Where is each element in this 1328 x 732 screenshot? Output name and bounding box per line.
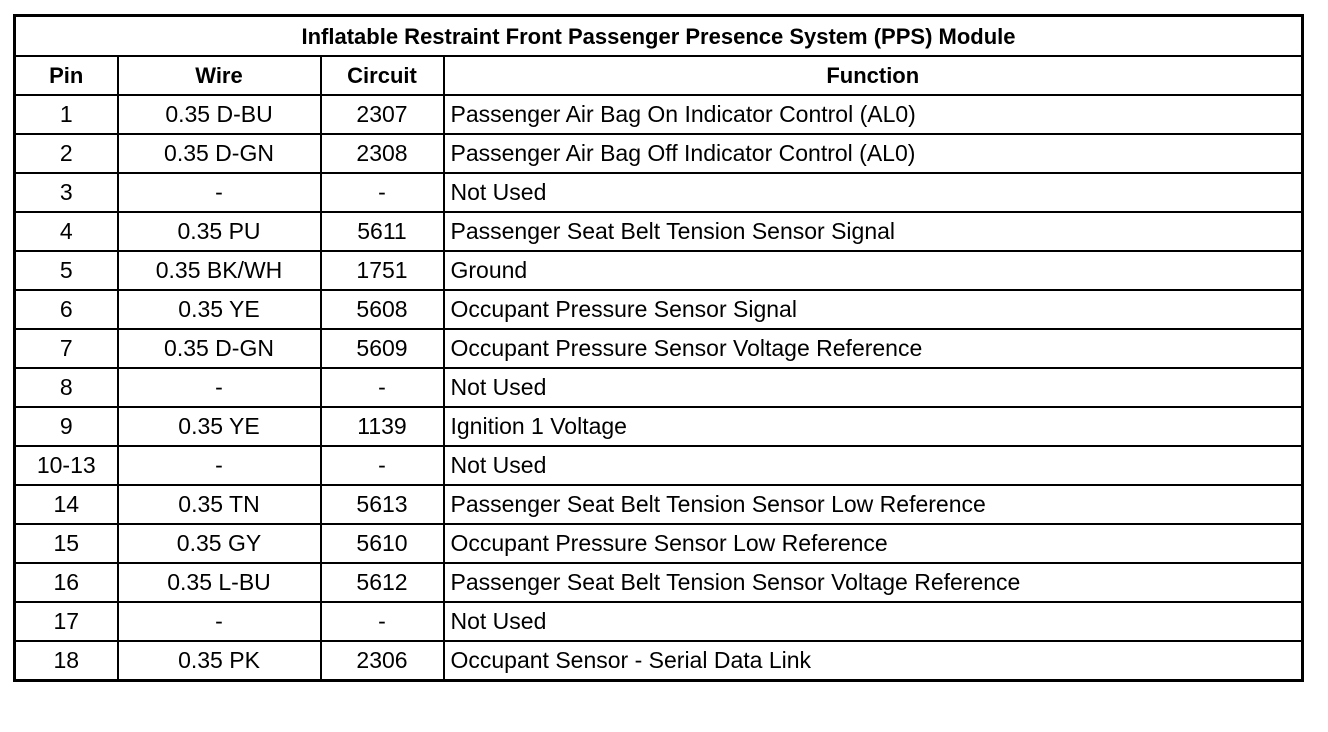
cell-function: Passenger Air Bag Off Indicator Control (AL0) <box>444 134 1303 173</box>
cell-pin: 9 <box>15 407 118 446</box>
pps-connector-table <box>13 14 1304 682</box>
cell-wire: 0.35 GY <box>118 524 321 563</box>
cell-function: Occupant Pressure Sensor Signal <box>444 290 1303 329</box>
cell-circuit: 2308 <box>321 134 444 173</box>
cell-wire: - <box>118 446 321 485</box>
cell-wire: - <box>118 602 321 641</box>
cell-circuit: 5612 <box>321 563 444 602</box>
table-row <box>15 602 1303 641</box>
header-row <box>15 56 1303 95</box>
cell-wire: - <box>118 368 321 407</box>
cell-function: Passenger Seat Belt Tension Sensor Voltage Reference <box>444 563 1303 602</box>
cell-circuit: 2306 <box>321 641 444 681</box>
table-row <box>15 407 1303 446</box>
cell-circuit: - <box>321 173 444 212</box>
cell-wire: 0.35 PK <box>118 641 321 681</box>
cell-pin: 18 <box>15 641 118 681</box>
table-row <box>15 212 1303 251</box>
cell-wire: 0.35 YE <box>118 290 321 329</box>
cell-function: Not Used <box>444 173 1303 212</box>
cell-pin: 17 <box>15 602 118 641</box>
cell-circuit: 2307 <box>321 95 444 134</box>
cell-wire: 0.35 TN <box>118 485 321 524</box>
cell-pin: 1 <box>15 95 118 134</box>
cell-wire: - <box>118 173 321 212</box>
cell-wire: 0.35 D-BU <box>118 95 321 134</box>
cell-function: Passenger Seat Belt Tension Sensor Low Reference <box>444 485 1303 524</box>
cell-circuit: 1751 <box>321 251 444 290</box>
table-row <box>15 329 1303 368</box>
cell-function: Occupant Sensor - Serial Data Link <box>444 641 1303 681</box>
header-wire: Wire <box>118 56 321 95</box>
table-row <box>15 95 1303 134</box>
cell-wire: 0.35 L-BU <box>118 563 321 602</box>
cell-pin: 6 <box>15 290 118 329</box>
cell-circuit: 5608 <box>321 290 444 329</box>
table-row <box>15 485 1303 524</box>
cell-function: Not Used <box>444 446 1303 485</box>
cell-circuit: 5610 <box>321 524 444 563</box>
cell-function: Passenger Air Bag On Indicator Control (AL0) <box>444 95 1303 134</box>
cell-circuit: 5613 <box>321 485 444 524</box>
cell-function: Ignition 1 Voltage <box>444 407 1303 446</box>
cell-wire: 0.35 YE <box>118 407 321 446</box>
cell-pin: 15 <box>15 524 118 563</box>
cell-pin: 4 <box>15 212 118 251</box>
cell-circuit: - <box>321 368 444 407</box>
cell-pin: 14 <box>15 485 118 524</box>
table-row <box>15 134 1303 173</box>
table-row <box>15 524 1303 563</box>
cell-pin: 7 <box>15 329 118 368</box>
cell-wire: 0.35 PU <box>118 212 321 251</box>
cell-function: Passenger Seat Belt Tension Sensor Signal <box>444 212 1303 251</box>
cell-circuit: - <box>321 446 444 485</box>
header-pin: Pin <box>15 56 118 95</box>
cell-function: Not Used <box>444 602 1303 641</box>
table-row <box>15 173 1303 212</box>
table-row <box>15 368 1303 407</box>
cell-function: Ground <box>444 251 1303 290</box>
cell-function: Occupant Pressure Sensor Voltage Reference <box>444 329 1303 368</box>
table-row <box>15 446 1303 485</box>
header-circuit: Circuit <box>321 56 444 95</box>
cell-pin: 16 <box>15 563 118 602</box>
cell-circuit: 1139 <box>321 407 444 446</box>
cell-circuit: - <box>321 602 444 641</box>
cell-circuit: 5609 <box>321 329 444 368</box>
title-row <box>15 16 1303 57</box>
table-row <box>15 251 1303 290</box>
cell-function: Not Used <box>444 368 1303 407</box>
cell-pin: 10-13 <box>15 446 118 485</box>
header-function: Function <box>444 56 1303 95</box>
cell-wire: 0.35 BK/WH <box>118 251 321 290</box>
table-title: Inflatable Restraint Front Passenger Presence System (PPS) Module <box>15 16 1303 57</box>
cell-function: Occupant Pressure Sensor Low Reference <box>444 524 1303 563</box>
cell-pin: 8 <box>15 368 118 407</box>
table-row <box>15 290 1303 329</box>
cell-circuit: 5611 <box>321 212 444 251</box>
table-row <box>15 563 1303 602</box>
cell-wire: 0.35 D-GN <box>118 134 321 173</box>
cell-pin: 5 <box>15 251 118 290</box>
cell-pin: 3 <box>15 173 118 212</box>
cell-wire: 0.35 D-GN <box>118 329 321 368</box>
cell-pin: 2 <box>15 134 118 173</box>
table-row <box>15 641 1303 681</box>
